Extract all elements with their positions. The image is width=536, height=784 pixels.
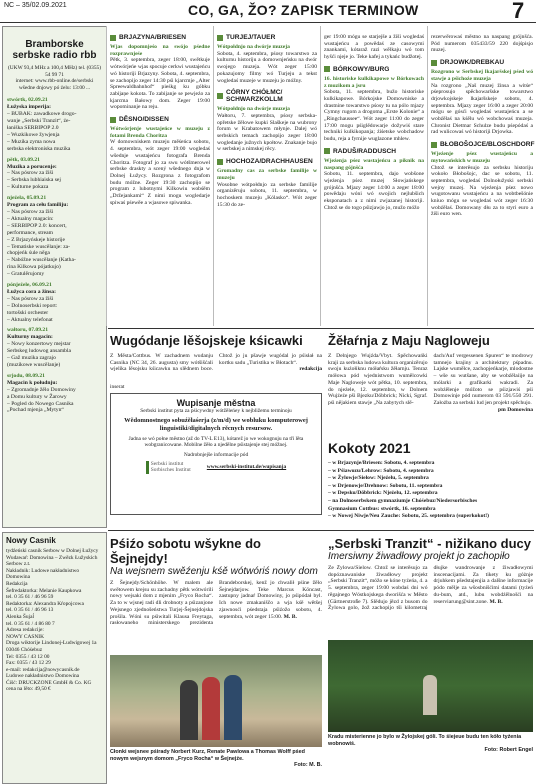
radio-schedule [3,97,106,414]
schedule-item: serbska elektroniska muzika [7,145,71,152]
schedule-day: njeźela, 05.09.21 [7,195,47,202]
article-body: Z Města/Cottbus. W zachadnem wudanju Casnika (NC 34, 26. augusta) smy wótšišćali wjelika lěsojsku kśicawku na slědnem boce. Chtož jo ju pšawje wugódal jo pśisłał na kortku sadu „Turistika w Błotach“. redakcija [110,353,322,373]
article-body: Ze Žylowa/Sielow. Chtož se interěsujo za dopóznawaniske žiwadłowy projekt „Serbski Tranzit“, móžo se kóne tyźeńa, 4. a 5. septembra, zeger 19:00 wobdaś dni wó rěgajnego Wóstkojskega dworišća w Město (Gärtnerstroße 7). Slědujo jězd z busom do Žylowa golo, žož zachopijo tši kilometraj dłujke wandrowanje z žiwadłowymi inscenacijami. Za tikety ku góżnje drjuhkem pšedstajenjia a dalšne informacije pódo mělje za wšosbnišćimi datami (tyźeń du-bum, atd., lubu wobdźělnošći na reserviarung@sint.zone. M. B. [328,565,533,612]
radio-web: internet: www.rbb-online.de/serbski [15,78,94,85]
schedule-item: – Z Brjazyńskeje historije [7,236,65,243]
column-drebkau [431,34,533,218]
schedule-item: chopjeńk śule něga [7,250,50,257]
ad-title: Wupisanje městna [176,397,256,408]
article-body: Sobota, 4. septembra, pśosy towarstwo za kulturnu historiju a domownjeńsku na dwór swojego muzeja. Wót zeger 15:00 pokazujomy filmy wó Turjeju a tekst wogledaś muzeje w muzeju jo móžny. [217,50,317,84]
impressum-line: Šefredaktorka: Melanie Kaupkowa [6,587,82,594]
schedule-program: Łužyca cora a žinsa: [7,288,56,295]
section-heading: HOCHOZA/DRACHHAUSEN [217,158,317,165]
impressum-line: tel. 0 35 61 / 4 86 80 7 [6,620,55,627]
schedule-item: – Nabóžne wuscělanje (Katha- [7,257,76,264]
kokoty-item: – w Depsku/Döbbrick: Njeźelu, 12. septembra [328,490,438,497]
page-title: CO, GA, ŽO? ZAPISK TERMINOW [188,2,419,18]
article-body: Na rozgrono „Naš muzej žinsa a witśe“ pśeprosujo spěchowaršske towarstwo drjowkojskeje lkajaršskeje sobotu, 4. septembra. Mjazy zeger 16:00 a zeger 20:00 mógu se gósći wogledaś wustajeńcu a se wobźělaś na kśělu wó wobchowaś muzeja. Chronist Dietmar Schulze budu pśepódaś a rad wulicowaś wó historiji Drjowka. [431,82,533,136]
impressum-line: Tel: 0355 / 43 12 00 [6,653,50,660]
article-title: Rozgrono w Serbskej lkajaršskej pśed wó stawje a pśichoźe muzeja [431,69,533,82]
schedule-item: – Muzika zyma nowa [7,138,56,145]
schedule-item: rina Kilkowa pójatkujo) [7,264,61,271]
article-subheadline: Na wejsnem swěźenju kśě wótwóriś nowy dom [110,566,318,577]
photo-credit: Foto: Robert Engel [484,747,533,753]
schedule-item: – Aktualny magacin: [7,215,54,222]
article-body: Z Šejnejdy/Schönhöhe. W malem ale swětowem krejsu su zachadny pětk wótwórili nowy wejsaki dom z mjenim „Fryco Rocha“. Za to w wjsnej radi dli drobnoty a pśizanjone Wejsnego zjednošeństwa Turjej-Šejnejdojska prošila. Wóni su pśiwitali Klausa Freytaga, rasłowaneho ministerskego prezidenta Brandeborskej, kenž jo chwalił pśine žělo Šejnejdarjow. Teke Marcus Köncast, zastupny jadnaŕ Domowiny, jo pśipódał byl. Ich nowe zmakaniščo a wja kśě wětšej zjawnosći pśedstaja pśiźožo sobotu, 4. septembra, wót zeger 15:00. M. B. [110,580,322,627]
article-title: Wjeźenja pśez wustajeńcu a piknik na naspang gójnšća [324,157,424,171]
impressum-line: Redaktorka: Alexandra Kŕopojcowa [6,600,84,607]
article-body: dach/Auf vergessenen Spuren“ te modrowy tamnejo krajiny a architektury pśpadnu. Lajske wumělce, zachopjeńkarje, mlodostne – wše su wutšane, aby se wobźělaiije na mólarki a grafikarki wakradi. Za wobźělenje móžoto se pśizjawiś pśi Domowinje pód numerom 03 591/550 291. Założba za serbski lud jen projekt spěchujo. pm Domowina [433,353,533,413]
photo-caption: Kradu misterienne jo bylo w Žylojskej góli. To śiejeue budu ten kóło tyźenia wobnowiś. [328,734,522,747]
kokoty-item: – w Nowej Niwje/Neu Zauche: Sobotu, 25. septembra (superkokot!) [328,513,489,520]
schedule-item: – Serbska lubhiaiska sej [7,177,61,184]
schedule-program: Muzika a porucenje: [7,163,57,170]
schedule-day: stwórtk, 02.09.21 [7,97,48,104]
schedule-item: Serbskeg ludowog ansambla [7,348,72,355]
article-title: Wótpołdnjo na dwórje muzeja [217,44,290,50]
section-heading: RADUŠ/RADDUSCH [324,148,424,155]
schedule-program: Kulturny magacin: [7,334,53,341]
ad-label: inserat [110,384,125,390]
impressum-lines [3,548,106,693]
impressum-line: cena na lěto: 49,50 € [6,686,51,693]
article-title: Wjeźenje pśez wustajeńcu a mytowańskich w muzeju [431,151,533,164]
photo-forest [328,640,533,732]
schedule-day: wałtoru, 07.09.21 [7,327,49,334]
schedule-item: – BUBAK: zawadkowe drogo- [7,111,77,118]
impressum-line: Redakcija [6,580,28,587]
schedule-item: – Wuzkikowe žywjenja [7,131,60,138]
impressum-line: Ludowe nakładnistwo Domowina [6,673,80,680]
ad-position: Wědomnostnego sobuźěłaśerja (z/m/d) we wobluku komputerowej linguistiki/digitalnych rěcnych resursow. [124,417,308,432]
article-body: Z Delnjego Wujźda/Vbyt. Spěchowańki kraji za serbska ludowa kultura organizěrujo swoju kuźołiknu mółaŕsku žěłarnju. Tenraz mółowa pód wjednistwom wumělcowki Maje Nagloweje wót pětka, 10. septembra, do njeźele, 12. septembra, w Dolnem Wujźeźe pši Bjezku/Döbbrick; Nicki, Sgraf. pśi nějakiem stawje „Na zabytych slě- [328,353,428,406]
schedule-item: – Dolnoserbski report: [7,302,58,309]
institute-logo: Serbski institut Sorbisches Institut [146,461,201,474]
schedule-item: – Aktualny telefonat [7,316,53,323]
schedule-day: srjodu, 08.09.21 [7,372,45,379]
article-wugodanje [110,333,322,373]
schedule-item: tortošski orchester [7,309,49,316]
section-heading: TURJEJ/TAUER [217,34,317,41]
article-subheadline: Imersiwny žiwadłowy projekt jo zachopiło [328,551,510,562]
kokoty-item: – na Dolnoserbskem gymnaziumje Chóśebuz/Niedersorbisches [328,497,478,504]
impressum [2,532,107,784]
article-title: Wótpołdnjo na dwórje muzeja [217,106,290,113]
schedule-item: – Kulturne pokaza [7,184,49,191]
radio-title: Bramborske serbske radio rbb [12,39,97,61]
column-tauer [217,34,317,208]
ad-link[interactable]: www.serbski-institut.de/wupisanja [206,463,287,470]
schedule-item: (muzikowe wuscělanje) [7,362,61,368]
radio-times: wšedne dnjowy pó źelu: 13:00 ... [18,84,91,91]
impressum-line: Wudawaŕ: Domowina – Zwězk Łužyskich Serbow z.t. [6,554,98,568]
article-title: Wótwórjenje wustajeńce w muzeju z fotami Brenda Choritza [110,126,210,139]
schedule-program: Magacin k połudnju: [7,379,58,386]
schedule-item: „Pochad mjenja „Mytyn“ [7,407,64,414]
article-body: Sobota, 11. septembra, bužo historiske kulkikapowe. Bórkojske Domowniske a drastnine towarstwo pśosy tu na pólo mjazy Cymny rugom a drogoma „Erste Kolonie“ a „Ringchaussee“. Wót zeger 11:00 do zeger 17:00 mogu pśiglědowarje dožywiś stare techniki kulkikopanja; źiśetske wobchadow budu, reja a fyrnije wuglazone mhlew. [324,89,424,143]
schedule-item: wanje „Serbski Tranzit“, źe- [7,118,71,125]
kokoty-item: – w Brjazynje/Briesen: Sobotu, 4. septembra [328,460,435,466]
kokoty-item: Gymnasium Cottbus: stwórtk, 16. septembra [328,505,436,512]
section-heading: CÓRNY CHÓŁMC/ SCHWARZKOLLM [217,89,317,103]
article-body: Sobotu, 11. septembra, dajo wobšone wjeźenja pśez muzej Słowjańskege grójnšća. Mjazy zeger 14:00 a zeger 18:00 powědaju wóni wó swojich nejlubšich eksponatach a z nimi zwjazanej historiji. Chtož se do togo pśizjawjo jo, mužo móžo [324,171,424,211]
page-header [0,0,536,23]
schedule-item: performance, stream [7,229,53,236]
ad-body: Jadna se wó połne městno (až do TV-L E13), kótarež jo we wokognuju na tři lěta wobgranicowane. Mobilne žěło a njedělne pśistajenje stej móžnej. [128,435,304,449]
article-headline: Wugódanje lěšojskeje kśicawki [110,333,303,348]
job-ad [110,384,322,508]
schedule-item: – Nas pósrow za žiši [7,170,54,177]
schedule-item: – Gratulěrujomy [7,271,45,278]
impressum-line: e-mail: redakcija@nowycasnik.de [6,666,80,673]
kokoty-item: – w Drjenowje/Drehnow: Sobotu, 11. septembra [328,482,443,489]
radio-sidebar [2,26,107,528]
article-tranzit [328,536,533,754]
article-body: ger 19:00 mógu se starjejše a žiši wogledaś wustajeńcu a powědaś ze casowymi znankami, kótaraž razi wělkaju wó tom hyšći njeje jo. Teke kafej a tykańc budžotej. [324,34,424,61]
schedule-program: Łužyska imperija: [7,104,51,111]
section-heading: BÓRKOWY/BURG [324,66,424,73]
kokoty-item: – w Pśiawozu/Lehrow: Sobotu, 4. septembra [328,467,434,474]
schedule-item: – Nowy konzertowy mejstar [7,341,71,348]
schedule-item: – Nas pósrow za žiši [7,295,54,302]
schedule-item: a Domu kultury w Žarowy [7,393,67,400]
schedule-day: pónjeźele, 06.09.21 [7,282,52,289]
schedule-day: pětk, 03.09.21 [7,156,40,163]
impressum-title: Nowy Casnik [6,536,56,545]
article-title: 16. historiske kulkikapowe w Bórkowach z muzikom a jsru [324,75,424,89]
kokoty-list [328,440,533,521]
impressum-line: tydźeński casnik Serbow w Dolnej Łužycy [6,548,99,554]
article-body: W domowniskem muzeju měśeńca sobotu, 4. septembra, wót zeger 19:00 wogledaś wšednje wustajeńcu fotografa Brenda Choritza. Fotograf jo za swu wótšmerowel serbske draskty a scený wšednego dnja w Dolnej Łužycy. Rozgrona z fotografom budu móžne. Zeger 19:30 zachopijo se program z lubotnymi Kilkowiu wobśěm „Držejankami“ Z nimi mogu wogledarje spiwaś pśewěe a wjasowe spiwanka. [110,139,210,206]
impressum-line: tel. 0 35 61 / 46 96 13 [6,607,54,614]
schedule-item: – Zgromadnje žělo Domowiny [7,386,76,393]
article-body: Pětk, 3. septembra, zeger 18:00, swětkuje wótwórjeńe wjas spocuje cerkwi wustajeńcu wó historiji Brjazyny. Sobota, 4. septembra, se zachopijo zeger 14:30 pśi kjarcmje „Alter Spreewaldbahnhof“ pieśkg ku góbku zabijaņe kokota. To zabijanje se pewjeźo za kjarcma Bałowy dom. Zeger 19:00 wopominanje na reju. [110,57,210,111]
schedule-item: – Pogled do Nowego Casnika [7,400,74,407]
article-zelarnja [328,333,533,413]
impressum-line: tel. 0 35 61 / 46 96 59 [6,594,54,601]
article-body: Chtož se interěsujo za serbsku historiju wokoło Błobošojc, dac se sobotu, 11. septembra, wogledaś Dolnołužyski serbski wejny muzej. Na wjeźenja pśez nowo wugotowanu wustajeńcu a na wobtbešónie kniuo mógu se wogledaś wót zeger 16:30 wobźělaś. Domowany dłu za to styri euro a žiši euro wen. [431,164,533,218]
ad-more: Nadrobnjejše informacije pód [183,451,249,458]
impressum-line: Ćišć: DRUCKZONE GmbH & Co. KG [6,679,92,686]
ad-subtitle: Serbski institut pyta za pśicywdny wótžěleńey k nejbližemu terminoju [140,407,292,414]
schedule-item: łaniška SERBIPOP 2.0 [7,125,59,131]
article-headline: Žěłaŕnja z Maju Nagloweju [328,333,490,348]
kokoty-item: – w Žylowje/Sielow: Njeźelu, 5. septembra [328,475,429,482]
article-body: Wosobne wótpołdnjo za serbske familije organizěruju sobotu, 11. septembra, w hochoskem muzeju „Kólasko“. Wót zeger 15:30 do ze- [217,181,317,208]
schedule-item: – Nas pósrow za žiši [7,208,54,215]
article-signature: redakcija [299,366,322,373]
article-title: Wjas dopomnjeśo na swójo pśedne rozprawnjeśe [110,44,210,57]
section-heading: BRJAZYNA/BRIESEN [110,34,210,41]
impressum-line: 03046 Chóśebuz [6,646,43,653]
impressum-line: Droga wiktorije Lindonej-Ludwigowej 1a [6,640,97,647]
issue-date: NC – 35/02.09.2021 [4,2,67,9]
column-briesen [110,34,210,206]
section-heading: BŁOBOŠOJCE/BLOSCHDORF [431,141,533,148]
photo-villagers [110,655,322,747]
kokoty-title: Kokoty 2021 [328,440,411,456]
article-sejnejda [110,536,322,769]
article-signature: pm Domowina [498,406,533,413]
schedule-item: – Tematiske wuscělanje: za- [7,243,71,250]
impressum-line: Nakładnik: Ludowe nakładnistwo Domowina [6,567,80,581]
impressum-line: NOWY CASNIK [6,633,44,640]
section-heading: DRJOWK/DREBKAU [431,59,533,66]
kokoty-dates [328,460,533,521]
impressum-line: Alenka Šujaĺ [6,613,34,620]
radio-freq: (UKW 93,4 MHz a 100,4 MHz) tel. (0355) 54 99 71 [7,65,102,78]
impressum-line: Fax: 0355 / 43 12 29 [6,660,51,667]
article-headline: Pśiźo sobotu wšykne do Šejnejdy! [110,536,261,566]
schedule-item: – SERBIPOP 2.0: koncert, [7,222,67,229]
schedule-program: Program za cełu familiju: [7,202,69,209]
page-number: 7 [512,0,525,23]
article-body: rezerwěrowaś městno na naspang grójnšća. Pód numerom 035433/59 220 dojśpisjo muzej. [431,34,533,54]
photo-caption: Cłonki wejsnee pśirady Norbert Kurz, Renate Pawlowa a Thomas Wolff pśed nowym wejsnym domom „Fryco Rocha“ w Šejnejźe. [110,749,305,762]
article-body: Wałtoru, 7. septembra, pśosy serbska-opřetske žělowe kupki Slaškeje na wubrony forum w Krabatowem młynje. Dalej wó serbskich temach zachopijo zeger 18:00 wogledanje južnych kpołtow. Znakanje bujo w serbskej a nimskej rěcy. [217,112,317,153]
column-burg [324,34,424,211]
article-headline: „Serbski Tranzit“ - nižikano ducy [328,536,531,551]
article-title: Gromadny cas za serbske familije w muzeju [217,168,317,181]
schedule-item: – Gaž muzika zagrajo [7,355,56,362]
photo-credit: Foto: M. B. [294,762,322,768]
section-heading: DĚSNO/DISSEN [110,116,210,123]
impressum-line: Adresa redakcije: [6,627,44,634]
